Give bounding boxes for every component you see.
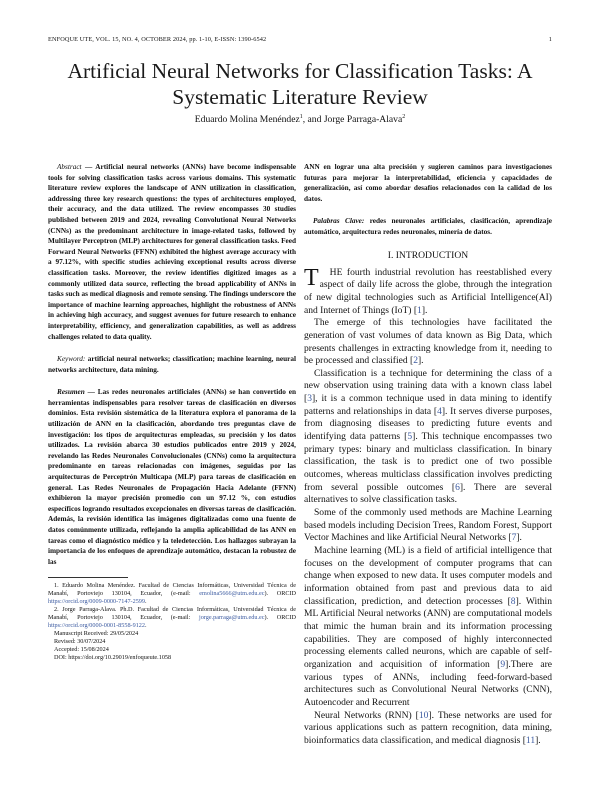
- citation-link[interactable]: 3: [307, 393, 312, 405]
- p1-text-a: HE fourth industrial revolution has reestablished every aspect of daily life across the globe, through the integration of new digital technologies such as Artificial Intelligence(AI) and Internet of Things (IoT) [: [304, 266, 552, 316]
- footnote-2-orcid-label: ). ORCID: [264, 614, 296, 621]
- author-2-affil: 2: [402, 114, 406, 120]
- citation-link[interactable]: 11: [525, 734, 536, 746]
- revised-date: Revised: 30/07/2024: [54, 637, 106, 645]
- resumen-text: — Las redes neuronales artificiales (ANNs) se han convertido en herramientas indispensables para resolver tareas de clasificación en diversos dominios. Esta revisión sistemática de la literatura explora el panorama de la utilización de ANN en la clasificación, abordando tres preguntas clave de investigación: los tipos de arquitecturas empleadas, su precisión y los datos utilizados. La revisión abarca 30 estudios publicados entre 2019 y 2024, revelando las Redes Neuronales Convolucionales (CNNs) como la arquitectura predominante en tareas relacionadas con imágenes, seguidas por las arquitecturas de Perceptrón Multicapa (MLP) para tareas de clasificación en general. Las Redes Neuronales de Propagación Hacia Adelante (FFNN) exhibieron la mayor precisión promedio con un 97.12 %, con estudios específicos logrando resultados excepcionales en diversas tareas de clasificación. Además, la revisión identifica las imágenes digitalizadas como una fuente de datos comúnmente utilizada, reflejando la amplia aplicabilidad de las ANN en tareas como el diagnóstico médico y la teledetección. Los hallazgos subrayan la importancia de los enfoques de aprendizaje automático, destacan la robustez de las: [48, 388, 296, 566]
- citation-link[interactable]: 1: [417, 304, 422, 316]
- p6-text-b: ]. These networks are used for various applications such as pattern recognition, data mining, bioinformatics data classification, and medical diagnosis [: [304, 709, 552, 746]
- abstract-label: Abstract: [57, 163, 82, 171]
- email-link-2[interactable]: jorge.parraga@utm.edu.ec: [198, 614, 265, 621]
- p4-text-b: ].: [516, 532, 522, 544]
- p5-text-a: Machine learning (ML) is a field of artificial intelligence that focuses on the development of computer programs that can change when exposed to new data. It uses computer models and information obtained from past and previous data to aid classification, prediction, and detection processes [: [304, 545, 552, 607]
- keywords: [48, 354, 296, 375]
- intro-paragraph-4: [304, 507, 552, 545]
- p3-text-a: Classification is a technique for determining the class of a new observation using training data with a known class label [: [304, 367, 552, 405]
- palabras-clave: [304, 216, 552, 237]
- drop-cap: T: [304, 264, 319, 291]
- abstract-text: — Artificial neural networks (ANNs) have become indispensable tools for solving classification tasks across various domains. This systematic literature review explores the landscape of ANN utilization in classification, addressing three key research questions: the types of architectures employed, their accuracy, and the data utilized. The review encompasses 30 studies published between 2019 and 2024, revealing Convolutional Neural Networks (CNNs) as the predominant architecture in image-related tasks, followed by Multilayer Perceptron (MLP) architectures for general classification tasks. Feed Forward Neural Networks (FFNN) exhibited the highest average accuracy with a 97.12%, with specific studies achieving exceptional results across diverse classification tasks. Moreover, the review identifies digitized images as a commonly utilized data source, reflecting the broad applicability of ANNs in tasks such as medical diagnosis and remote sensing. The findings underscore the importance of machine learning approaches, highlight the robustness of ANNs in achieving high accuracy, and suggest avenues for future research to enhance interpretability, efficiency, and generalization capabilities, as well as address challenges related to data quality.: [48, 163, 296, 341]
- running-header: [48, 36, 552, 43]
- p3-text-b: ], it is a common technique used in data mining to identify patterns and relationships in data [: [304, 393, 552, 417]
- accepted-date: Accepted: 15/08/2024: [54, 645, 109, 653]
- citation-link[interactable]: 5: [407, 431, 413, 443]
- citation-link[interactable]: 2: [413, 355, 418, 367]
- paper-title: Artificial Neural Networks for Classification Tasks: A Systematic Literature Review: [67, 59, 533, 109]
- citation-link[interactable]: 4: [437, 405, 442, 417]
- resumen-continued: ANN en lograr una alta precisión y sugieren caminos para investigaciones futuras para mejorar la interpretabilidad, eficiencia y capacidades de generalización, así como abordar desafíos relacionados con la calidad de los datos.: [304, 163, 552, 203]
- palabras-label: Palabras Clave:: [313, 217, 365, 226]
- journal-info: ENFOQUE UTE, VOL. 15, NO. 4, OCTOBER 2024, pp. 1-10, E-ISSN: 1390-6542: [48, 36, 267, 43]
- orcid-link-2[interactable]: https://orcid.org/0000-0001-8558-9122: [48, 621, 145, 629]
- palabras-text: redes neuronales artificiales, clasificación, aprendizaje automático, arquitectura redes neuronales, minería de datos.: [304, 217, 552, 236]
- page-number: 1: [548, 36, 552, 43]
- intro-paragraph-6: [304, 710, 552, 748]
- intro-paragraph-3: [304, 368, 552, 507]
- footnote-1: [48, 582, 296, 606]
- author-1: Eduardo Molina Menéndez: [194, 114, 300, 126]
- p2-text-b: ].: [418, 355, 424, 367]
- p5-text-b: ]. Within ML Artificial Neural networks (ANN) are computational models that mimic the human brain and its information processing capabilities. They are composed of highly interconnected processing elements called neurons, which are capable of self-organization and acquisition of information [: [304, 595, 552, 670]
- p3-text-e: ]. There are several alternatives to solve classification tasks.: [304, 481, 553, 506]
- intro-paragraph-1: [304, 264, 552, 318]
- footnote-1-end: .: [145, 598, 147, 606]
- citation-link[interactable]: 10: [418, 709, 429, 721]
- p6-text-a: Neural Networks (RNN) [: [314, 709, 419, 721]
- doi-label: DOI:: [54, 653, 69, 661]
- footnote-2-end: .: [145, 621, 147, 629]
- footnote-2-text: 2. Jorge Parraga-Alava. Ph.D. Facultad de Ciencias Informáticas, Universidad Técnica de Manabí, Portoviejo 130104, Ecuador, (e-mail:: [48, 606, 296, 621]
- author-1-affil: 1: [299, 114, 303, 120]
- citation-link[interactable]: 7: [511, 532, 517, 544]
- keywords-label: Keyword:: [57, 355, 86, 364]
- resumen: [48, 387, 296, 567]
- citation-link[interactable]: 6: [455, 481, 460, 493]
- p3-text-d: ]. This technique encompasses two primary types: binary and multiclass classification. In binary classification, the task is to predict one of two possible outcomes, whereas multiclass classification involves predicting from several possible outcomes [: [304, 431, 552, 493]
- section-heading-introduction: I. INTRODUCTION: [387, 249, 469, 261]
- p2-text-a: The emerge of this technologies have facilitated the generation of vast volumes of data known as Big Data, which presents challenges in extracting knowledge from it, needing to be processed and classified [: [304, 317, 552, 367]
- left-column: [48, 162, 296, 661]
- footnote-divider: [48, 577, 128, 578]
- keywords-text: artificial neural networks; classification; machine learning, neural networks architecture, data mining.: [48, 355, 296, 374]
- footnote-1-text: 1. Eduardo Molina Menéndez. Facultad de Ciencias Informáticas, Universidad Técnica de Manabí, Portoviejo 130104, Ecuador, (e-mail:: [48, 582, 296, 598]
- author-2: Jorge Parraga-Alava: [323, 114, 403, 126]
- p5-text-c: ].There are various types of ANNs, including feed-forward-based architectures such as Convolutional Neural Networks (CNN), Autoencoder and Recurrent: [304, 658, 553, 708]
- doi-link[interactable]: https://doi.org/10.29019/enfoqueute.1058: [68, 653, 172, 661]
- doi-line: [54, 654, 296, 662]
- intro-paragraph-2: [304, 317, 552, 368]
- citation-link[interactable]: 8: [510, 595, 516, 607]
- intro-paragraph-5: [304, 545, 552, 710]
- p3-text-c: ]. It serves diverse purposes, from diagnosing diseases to predicting future events and identifying data patterns [: [304, 405, 553, 443]
- right-column: [304, 162, 552, 748]
- footnote-2: [48, 606, 296, 630]
- resumen-label: Resumen: [57, 388, 85, 397]
- p4-text-a: Some of the commonly used methods are Machine Learning based models including Decision Trees, Random Forest, Support Vector Machines and like Artificial Neural Networks [: [304, 507, 552, 544]
- citation-link[interactable]: 9: [500, 658, 506, 670]
- email-link-1[interactable]: emolina5666@utm.edu.ec: [199, 590, 265, 598]
- abstract: [48, 162, 296, 342]
- footnote-1-orcid-label: ). ORCID: [264, 590, 297, 598]
- author-separator: , and: [302, 114, 324, 126]
- orcid-link-1[interactable]: https://orcid.org/0009-0000-7147-2599: [48, 598, 145, 606]
- p1-text-b: ].: [421, 304, 428, 316]
- p6-text-c: ].: [535, 734, 541, 746]
- author-line: [40, 114, 560, 125]
- received-date: Manuscript Received: 29/05/2024: [54, 629, 139, 637]
